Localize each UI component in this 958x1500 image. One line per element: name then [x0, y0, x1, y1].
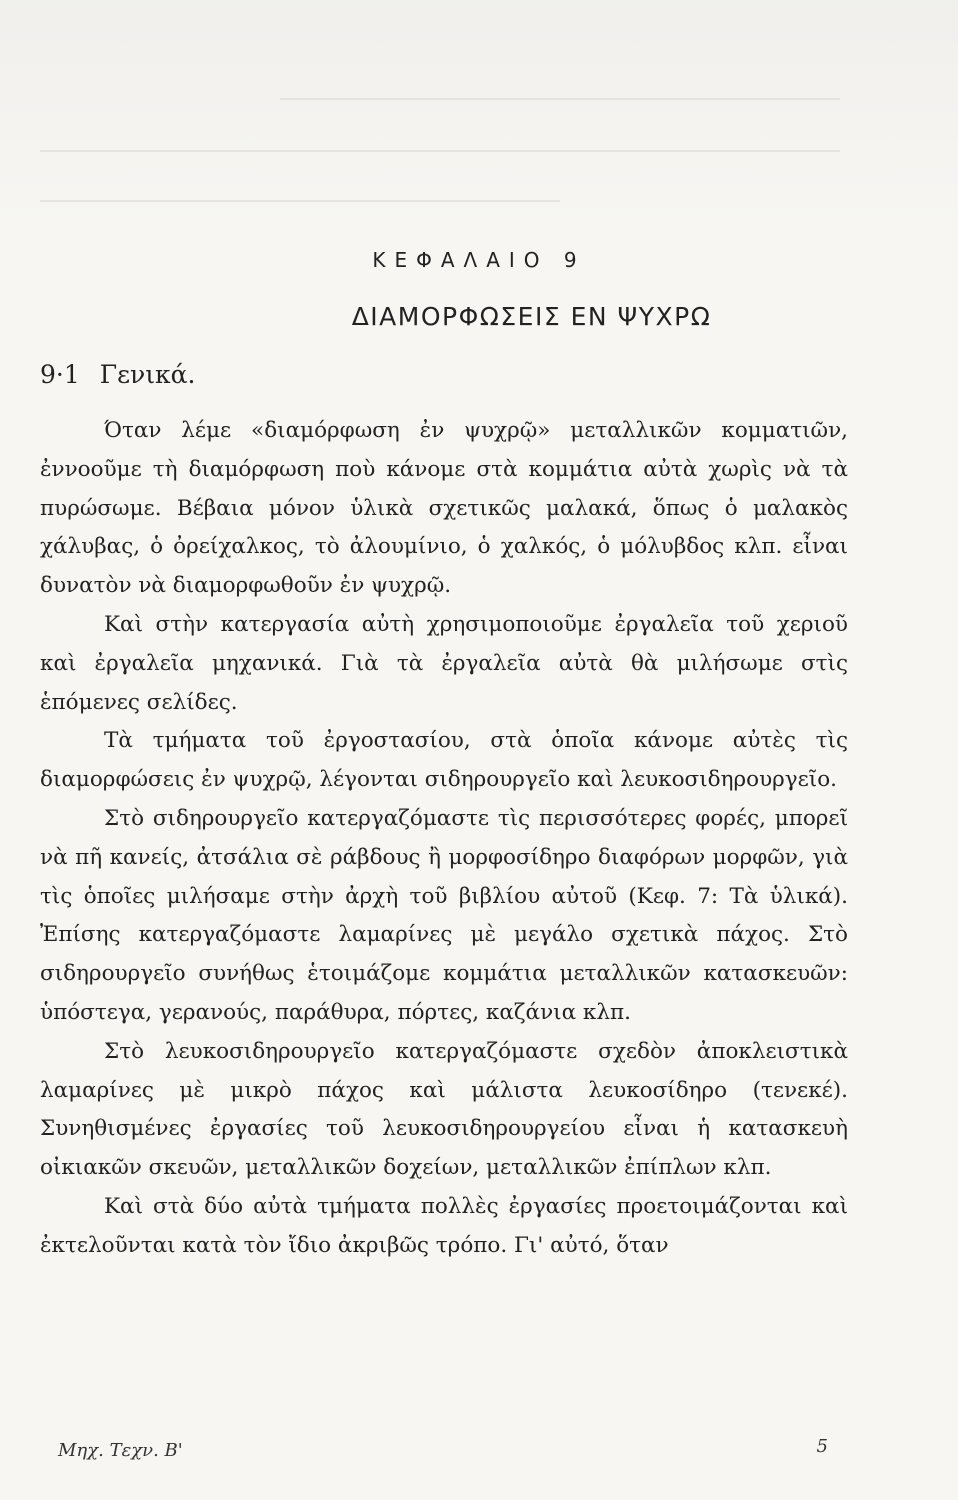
section-title: Γενικά.	[99, 360, 196, 389]
paragraph: Καὶ στὰ δύο αὐτὰ τμήματα πολλὲς ἐργασίες προετοιμάζονται καὶ ἐκτελοῦνται κατὰ τὸν ἴδιο ἀκριβῶς τρόπο. Γι' αὐτό, ὅταν	[40, 1193, 848, 1258]
paragraph: Τὰ τμήματα τοῦ ἐργοστασίου, στὰ ὁποῖα κάνομε αὐτὲς τὶς διαμορφώσεις ἐν ψυχρῷ, λέγονται σιδηρουργεῖο καὶ λευκοσιδηρουργεῖο.	[40, 728, 848, 793]
paragraph: Καὶ στὴν κατεργασία αὐτὴ χρησιμοποιοῦμε ἐργαλεῖα τοῦ χεριοῦ καὶ ἐργαλεῖα μηχανικά. Γιὰ τὰ ἐργαλεῖα αὐτὰ θὰ μιλήσωμε στὶς ἑπόμενες σελίδες.	[40, 611, 848, 715]
paragraph: Στὸ σιδηρουργεῖο κατεργαζόμαστε τὶς περισσότερες φορές, μπορεῖ νὰ πῆ κανείς, ἀτσάλια σὲ ράβδους ἢ μορφοσίδηρο διαφόρων μορφῶν, γιὰ τὶς ὁποῖες μιλήσαμε στὴν ἀρχὴ τοῦ βιβλίου αὐτοῦ (Κεφ. 7: Τὰ ὑλικά). Ἐπίσης κατεργαζόμαστε λαμαρίνες μὲ μεγάλο σχετικὰ πάχος. Στὸ σιδηρουργεῖο συνήθως ἑτοιμάζομε κομμάτια μεταλλικῶν κατασκευῶν: ὑπόστεγα, γερανούς, παράθυρα, πόρτες, καζάνια κλπ.	[40, 805, 848, 1025]
page-footer	[58, 1436, 828, 1461]
bleed-line	[40, 150, 840, 152]
paragraph: Στὸ λευκοσιδηρουργεῖο κατεργαζόμαστε σχεδὸν ἀποκλειστικὰ λαμαρίνες μὲ μικρὸ πάχος καὶ μάλιστα λευκοσίδηρο (τενεκέ). Συνηθισμένες ἐργασίες τοῦ λευκοσιδηρουργείου εἶναι ἡ κατασκευὴ οἰκιακῶν σκευῶν, μεταλλικῶν δοχείων, μεταλλικῶν ἐπίπλων κλπ.	[40, 1038, 848, 1181]
chapter-heading: ΚΕΦΑΛΑΙΟ 9	[372, 248, 586, 272]
chapter-title: ΔΙΑΜΟΡΦΩΣΕΙΣ ΕΝ ΨΥΧΡΩ	[351, 302, 712, 331]
paragraph: Όταν λέμε «διαμόρφωση ἐν ψυχρῷ» μεταλλικῶν κομματιῶν, ἐννοοῦμε τὴ διαμόρφωση ποὺ κάνομε στὰ κομμάτια αὐτὰ χωρὶς νὰ τὰ πυρώσωμε. Βέβαια μόνον ὑλικὰ σχετικῶς μαλακά, ὅπως ὁ μαλακὸς χάλυβας, ὁ ὀρείχαλκος, τὸ ἀλουμίνιο, ὁ χαλκός, ὁ μόλυβδος κλπ. εἶναι δυνατὸν νὰ διαμορφωθοῦν ἐν ψυχρῷ.	[40, 418, 848, 599]
body-text	[40, 412, 848, 1266]
bleed-line	[40, 200, 560, 202]
section-number: 9·1	[40, 360, 80, 389]
footer-signature: Μηχ. Τεχν. Β'	[58, 1440, 183, 1461]
section-heading	[40, 360, 195, 389]
bleed-line	[280, 98, 840, 100]
bleed-through-area	[0, 0, 958, 230]
page-number: 5	[816, 1436, 828, 1457]
